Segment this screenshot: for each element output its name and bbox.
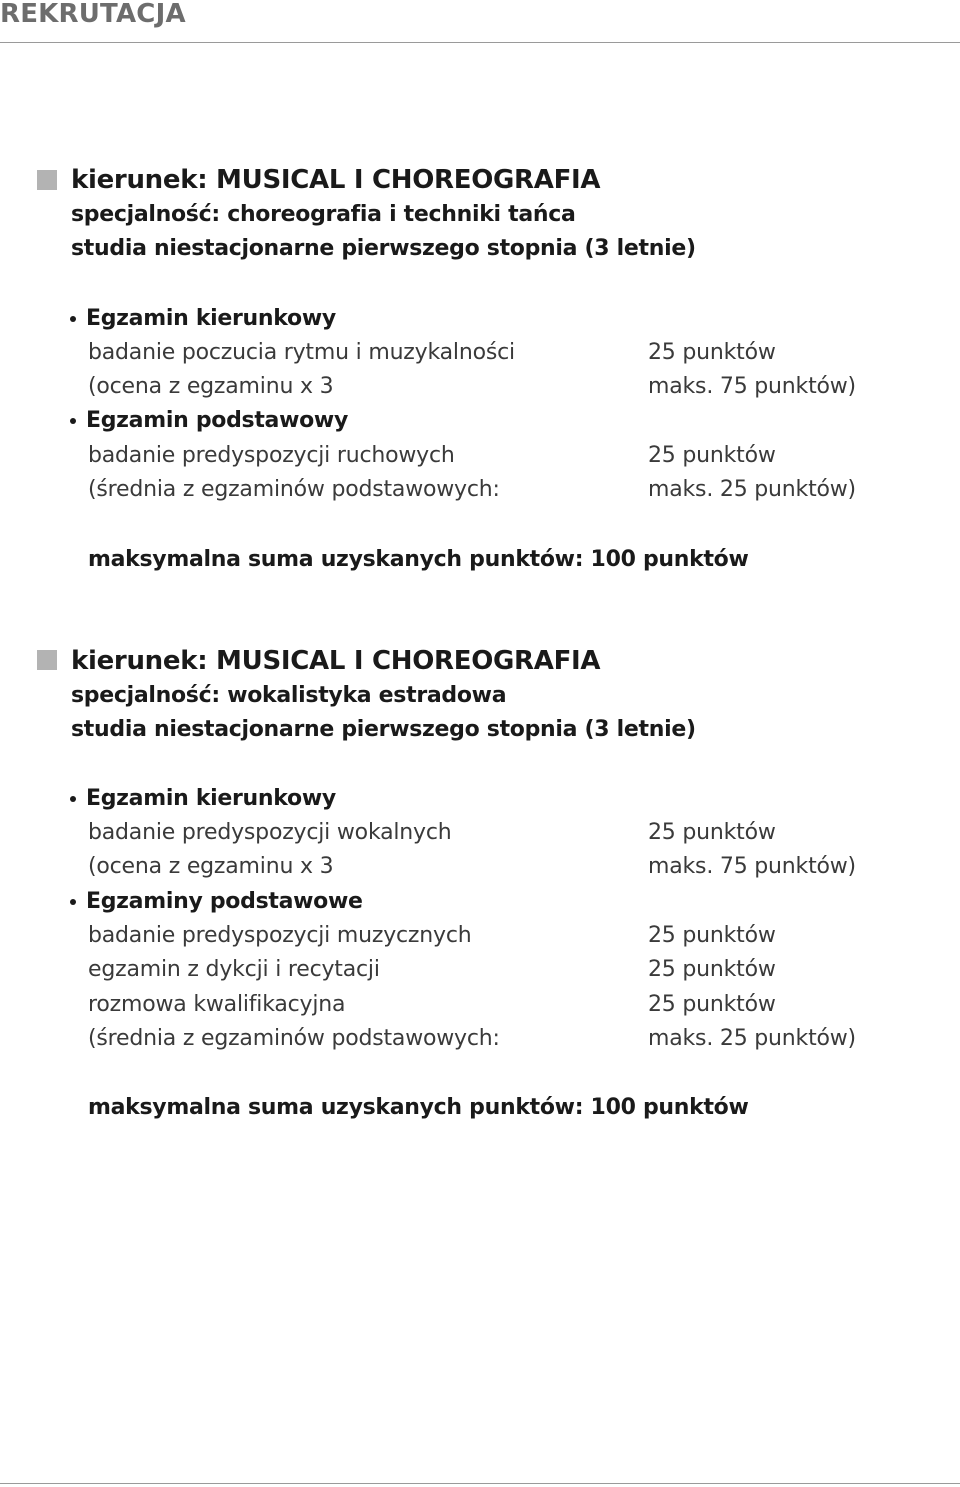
exam-title: Egzamin podstawowy xyxy=(70,406,348,437)
exam-row xyxy=(88,338,960,368)
section-kierunek: kierunek: MUSICAL I CHOREOGRAFIA xyxy=(71,646,601,676)
exam-row-label: badanie predyspozycji muzycznych xyxy=(88,923,472,948)
exam-row xyxy=(88,372,960,402)
exam-row-label: (średnia z egzaminów podstawowych: xyxy=(88,477,500,502)
header-divider xyxy=(0,42,960,43)
exam-row xyxy=(88,1024,960,1054)
exam-row-label: (średnia z egzaminów podstawowych: xyxy=(88,1026,500,1051)
exam-row-label: badanie predyspozycji ruchowych xyxy=(88,443,455,468)
exam-row-label: badanie predyspozycji wokalnych xyxy=(88,820,452,845)
exam-row-points: maks. 25 punktów) xyxy=(648,1026,856,1051)
bullet-icon xyxy=(70,316,76,322)
exam-row-label: (ocena z egzaminu x 3 xyxy=(88,374,334,399)
footer-divider xyxy=(0,1483,960,1484)
exam-row-points: 25 punktów xyxy=(648,820,776,845)
bullet-icon xyxy=(70,796,76,802)
exam-row xyxy=(88,475,960,505)
exam-row xyxy=(88,990,960,1020)
page-title: REKRUTACJA xyxy=(0,0,186,29)
exam-row-points: 25 punktów xyxy=(648,340,776,365)
exam-row xyxy=(88,818,960,848)
section-specjalnosc: specjalność: wokalistyka estradowa xyxy=(71,683,507,708)
exam-row xyxy=(88,852,960,882)
exam-row-label: badanie poczucia rytmu i muzykalności xyxy=(88,340,515,365)
bullet-icon xyxy=(70,418,76,424)
summary-total: maksymalna suma uzyskanych punktów: 100 punktów xyxy=(88,1095,749,1120)
exam-row-points: maks. 25 punktów) xyxy=(648,477,856,502)
section-studia: studia niestacjonarne pierwszego stopnia (3 letnie) xyxy=(71,236,696,261)
exam-title: Egzamin kierunkowy xyxy=(70,784,336,815)
section-studia: studia niestacjonarne pierwszego stopnia (3 letnie) xyxy=(71,717,696,742)
exam-row-label: rozmowa kwalifikacyjna xyxy=(88,992,346,1017)
summary-total: maksymalna suma uzyskanych punktów: 100 punktów xyxy=(88,547,749,572)
exam-row-points: maks. 75 punktów) xyxy=(648,374,856,399)
section-specjalnosc: specjalność: choreografia i techniki tańca xyxy=(71,202,576,227)
bullet-icon xyxy=(70,899,76,905)
exam-row-label: (ocena z egzaminu x 3 xyxy=(88,854,334,879)
exam-row-points: maks. 75 punktów) xyxy=(648,854,856,879)
exam-row-points: 25 punktów xyxy=(648,923,776,948)
section-marker-icon xyxy=(37,650,57,670)
exam-row xyxy=(88,955,960,985)
exam-title: Egzaminy podstawowe xyxy=(70,887,363,918)
section-kierunek: kierunek: MUSICAL I CHOREOGRAFIA xyxy=(71,165,601,195)
exam-row xyxy=(88,921,960,951)
section-marker-icon xyxy=(37,170,57,190)
exam-row-points: 25 punktów xyxy=(648,992,776,1017)
exam-row xyxy=(88,441,960,471)
exam-row-label: egzamin z dykcji i recytacji xyxy=(88,957,380,982)
exam-row-points: 25 punktów xyxy=(648,957,776,982)
exam-title: Egzamin kierunkowy xyxy=(70,304,336,335)
exam-row-points: 25 punktów xyxy=(648,443,776,468)
